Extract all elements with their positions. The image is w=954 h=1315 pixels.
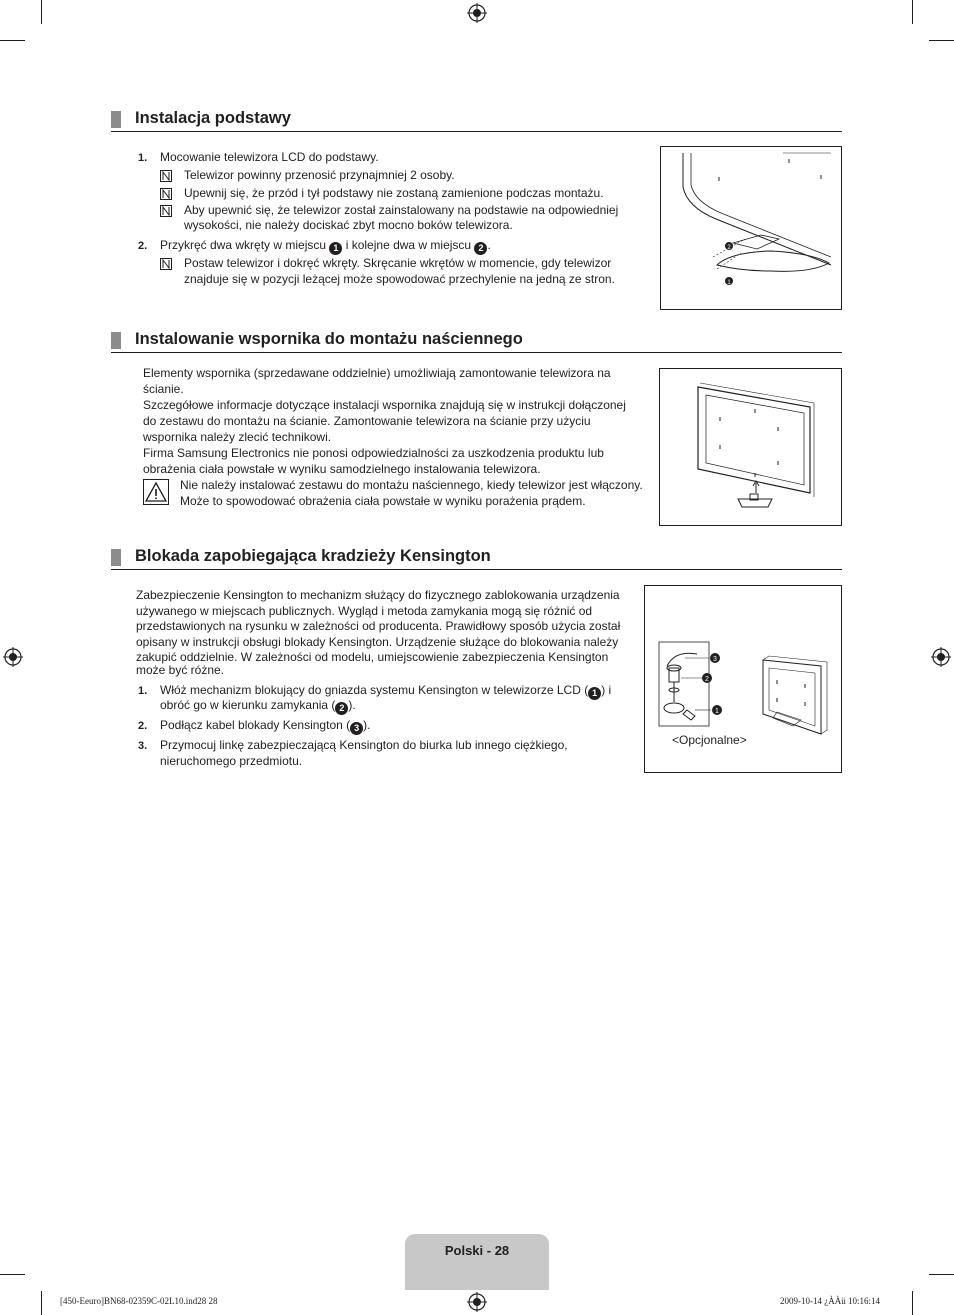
- svg-text:3: 3: [713, 656, 717, 663]
- step-number: 1.: [138, 152, 148, 164]
- marker-1-icon: 1: [588, 687, 601, 700]
- warning-text: Może to spowodować obrażenia ciała powstałe w wyniku porażenia prądem.: [180, 494, 586, 508]
- wall-mount-illustration: [659, 368, 842, 526]
- step-text-part: .: [487, 238, 491, 252]
- registration-mark-icon: [931, 647, 951, 667]
- note-text: Postaw telewizor i dokręć wkręty. Skręcanie wkrętów w momencie, gdy telewizor: [184, 256, 612, 270]
- step-text-part: Włóż mechanizm blokujący do gniazda systemu Kensington w telewizorze LCD (: [160, 683, 589, 697]
- step-number: 2.: [138, 720, 148, 732]
- step-text-part: obróć go w kierunku zamykania (: [160, 698, 336, 712]
- registration-mark-icon: [3, 647, 23, 667]
- warning-text: Nie należy instalować zestawu do montażu naściennego, kiedy telewizor jest włączony.: [180, 478, 643, 492]
- crop-mark: [929, 40, 954, 41]
- section-title-wall: [111, 330, 842, 353]
- body-text: zakupić oddzielnie. W zależności od modelu, umiejscowienie zabezpieczenia Kensington: [136, 650, 609, 664]
- svg-text:1: 1: [715, 708, 719, 715]
- note-text: znajduje się w pozycji leżącej może spowodować przechylenie na jedną ze stron.: [184, 272, 615, 286]
- marker-3-icon: 3: [350, 722, 363, 735]
- svg-text:1: 1: [727, 280, 731, 286]
- body-text: Szczegółowe informacje dotyczące instalacji wspornika znajdują się w instrukcji dołączonej: [143, 398, 626, 412]
- section-marker: [111, 549, 121, 566]
- body-text: Firma Samsung Electronics nie ponosi odpowiedzialności za uszkodzenia produktu lub: [143, 446, 604, 460]
- step-text: nieruchomego przedmiotu.: [160, 754, 303, 768]
- crop-mark: [912, 0, 913, 24]
- crop-mark: [41, 0, 42, 24]
- step-text-part: i kolejne dwa w miejscu: [345, 238, 472, 252]
- stand-illustration: [660, 146, 842, 310]
- marker-1-icon: 1: [329, 242, 342, 255]
- step-text-part: ).: [348, 698, 356, 712]
- step-text: [160, 698, 356, 715]
- section-marker: [111, 332, 121, 349]
- body-text: ścianie.: [143, 382, 184, 396]
- figure-caption: <Opcjonalne>: [672, 733, 747, 747]
- crop-mark: [912, 1291, 913, 1315]
- crop-mark: [41, 1291, 42, 1315]
- crop-mark: [0, 40, 25, 41]
- svg-text:2: 2: [705, 676, 709, 683]
- section-heading: Instalowanie wspornika do montażu naściennego: [135, 330, 523, 348]
- registration-mark-icon: [467, 3, 487, 23]
- step-text-part: ).: [363, 718, 371, 732]
- step-number: 1.: [138, 685, 148, 697]
- step-text: Przymocuj linkę zabezpieczającą Kensington do biurka lub innego ciężkiego,: [160, 738, 568, 752]
- body-text: używanego w miejscach publicznych. Wygląd i metoda zamykania mogą się różnić od: [136, 604, 593, 618]
- print-slug-right: 2009-10-14 ¿ÀÀü 10:16:14: [780, 1296, 880, 1306]
- step-text: Mocowanie telewizora LCD do podstawy.: [160, 150, 379, 164]
- kensington-illustration: [644, 585, 842, 773]
- page-number: Polski - 28: [444, 1243, 510, 1258]
- step-number: 2.: [138, 240, 148, 252]
- note-text: Telewizor powinny przenosić przynajmniej 2 osoby.: [184, 168, 455, 182]
- step-text: [160, 718, 370, 735]
- body-text: opisany w instrukcji obsługi blokady Kensington. Urządzenie służące do blokowania należy: [136, 635, 619, 649]
- note-icon: [160, 188, 172, 200]
- body-text: Elementy wspornika (sprzedawane oddzielnie) umożliwiają zamontowanie telewizora na: [143, 366, 611, 380]
- step-text: [160, 238, 491, 255]
- warning-icon: [143, 479, 169, 505]
- step-number: 3.: [138, 740, 148, 752]
- step-text-part: ) i: [601, 683, 612, 697]
- step-text-part: Podłącz kabel blokady Kensington (: [160, 718, 351, 732]
- step-text-part: Przykręć dwa wkręty w miejscu: [160, 238, 327, 252]
- section-title-stand: [111, 109, 842, 132]
- body-text: do zestawu do montażu na ścianie. Zamontowanie telewizora na ścianie przy użyciu: [143, 414, 591, 428]
- note-text: Upewnij się, że przód i tył podstawy nie zostaną zamienione podczas montażu.: [184, 186, 604, 200]
- crop-mark: [0, 1274, 25, 1275]
- registration-mark-icon: [467, 1292, 487, 1312]
- body-text: Zabezpieczenie Kensington to mechanizm służący do fizycznego zablokowania urządzenia: [136, 588, 620, 602]
- note-icon: [160, 258, 172, 270]
- note-text: Aby upewnić się, że telewizor został zainstalowany na podstawie na odpowiedniej: [184, 203, 619, 217]
- note-text: wysokości, nie należy dociskać zbyt mocno boków telewizora.: [184, 218, 513, 232]
- section-title-kensington: [111, 547, 842, 570]
- svg-text:2: 2: [727, 245, 731, 251]
- body-text: przedstawionych na rysunku w zależności od producenta. Prawidłowy sposób użycia został: [136, 619, 621, 633]
- page-number-tab: [405, 1234, 549, 1290]
- note-icon: [160, 170, 172, 182]
- crop-mark: [929, 1274, 954, 1275]
- marker-2-icon: 2: [335, 702, 348, 715]
- section-heading: Instalacja podstawy: [135, 109, 291, 127]
- section-heading: Blokada zapobiegająca kradzieży Kensington: [135, 547, 491, 565]
- body-text: obrażenia ciała powstałe w wyniku samodzielnego instalowania telewizora.: [143, 462, 541, 476]
- marker-2-icon: 2: [474, 242, 487, 255]
- note-icon: [160, 205, 172, 217]
- body-text: może być różne.: [136, 663, 225, 677]
- print-slug-left: [450-Eeuro]BN68-02359C-02L10.ind28 28: [60, 1296, 218, 1306]
- section-marker: [111, 111, 121, 128]
- body-text: wspornika należy zlecić technikowi.: [143, 430, 332, 444]
